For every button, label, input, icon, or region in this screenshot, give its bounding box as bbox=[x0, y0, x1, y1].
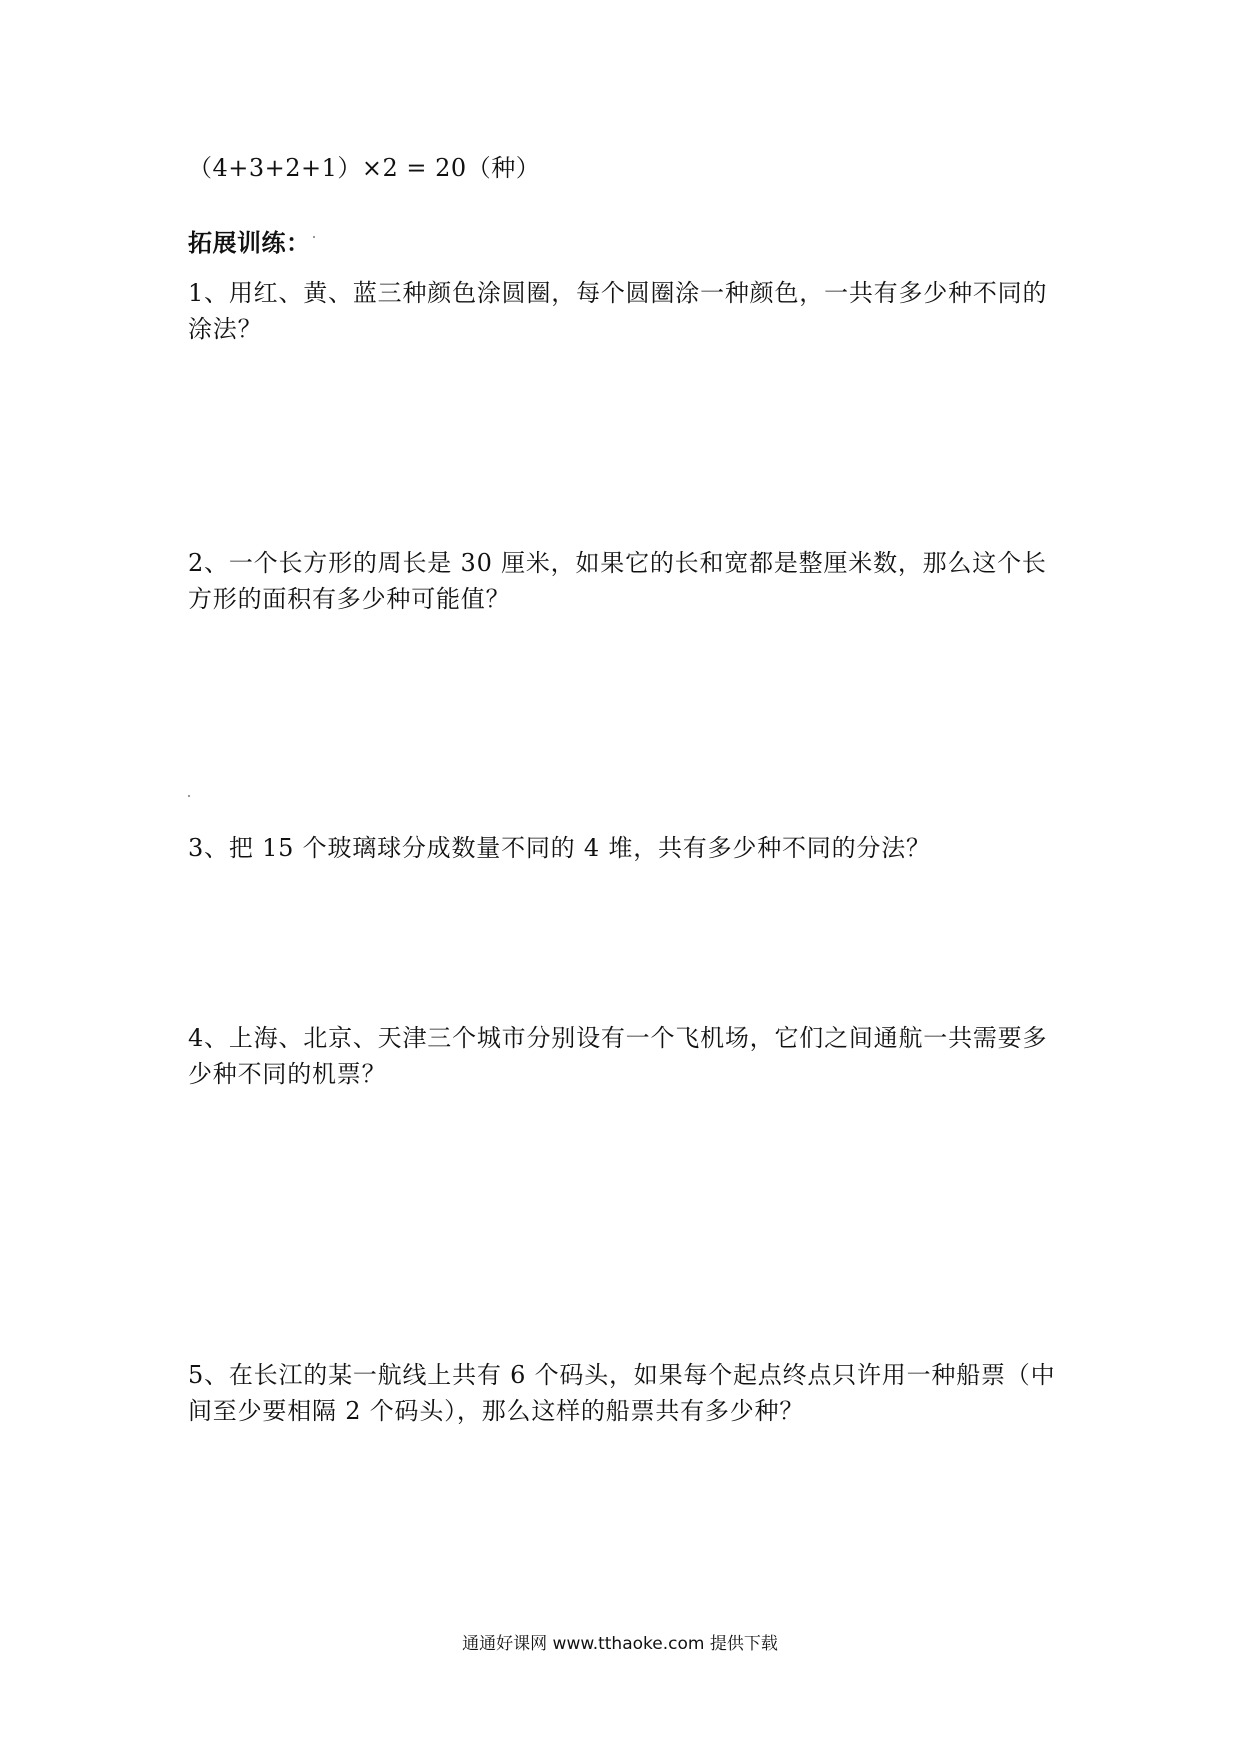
section-title: 拓展训练： bbox=[188, 228, 311, 257]
scan-speck bbox=[313, 236, 315, 238]
question-3: 3、把 15 个玻璃球分成数量不同的 4 堆，共有多少种不同的分法？ bbox=[188, 834, 931, 862]
question-4: 4、上海、北京、天津三个城市分别设有一个飞机场，它们之间通航一共需要多少种不同的机票？ bbox=[188, 1024, 1048, 1088]
question-2: 2、一个长方形的周长是 30 厘米，如果它的长和宽都是整厘米数，那么这个长方形的面积有多少种可能值？ bbox=[188, 549, 1047, 613]
scan-speck bbox=[188, 795, 190, 797]
page-footer: 通通好课网 www.tthaoke.com 提供下载 bbox=[462, 1634, 778, 1654]
question-5: 5、在长江的某一航线上共有 6 个码头，如果每个起点终点只许用一种船票（中间至少要相隔 2 个码头），那么这样的船票共有多少种？ bbox=[188, 1361, 1056, 1425]
formula-line: （4+3+2+1）×2 = 20（种） bbox=[188, 154, 541, 182]
question-1: 1、用红、黄、蓝三种颜色涂圆圈，每个圆圈涂一种颜色，一共有多少种不同的涂法？ bbox=[188, 279, 1048, 343]
